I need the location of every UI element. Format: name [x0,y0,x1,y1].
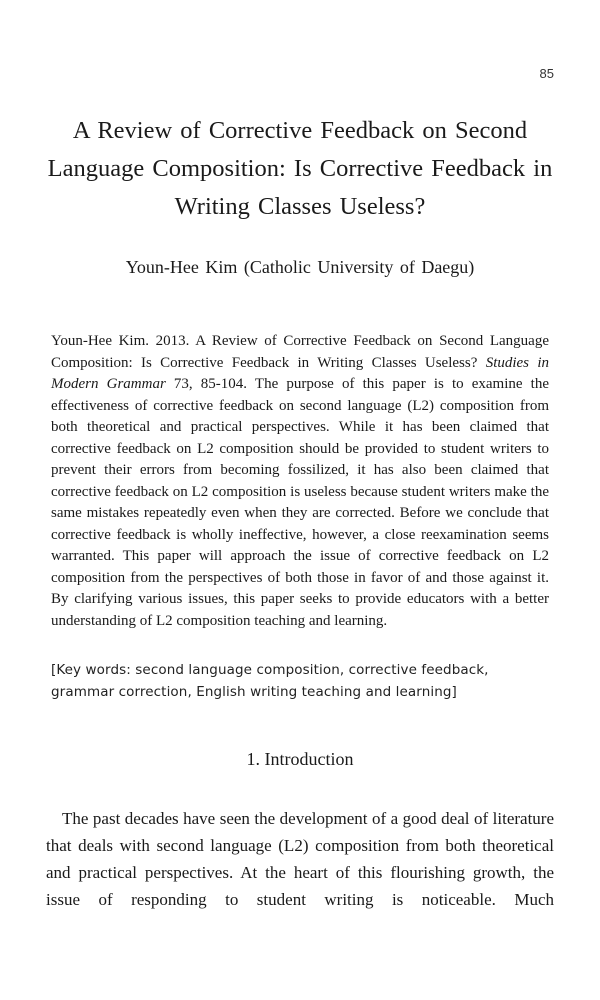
journal-name: Studies in Modern Grammar [51,354,549,392]
author-line: Youn-Hee Kim (Catholic University of Daegu) [125,257,475,277]
section-heading-introduction: 1. Introduction [246,749,354,769]
abstract [51,331,549,632]
abstract-citation-tail: 73, 85-104. [165,376,255,392]
page-number: 85 [539,66,554,81]
abstract-body: The purpose of this paper is to examine the effectiveness of corrective feedback on second language (L2) composition from both theoretical and practical perspectives. While it has been claimed that corrective feedback on L2 composition should be provided to student writers to prevent their errors from becoming fossilized, it has also been claimed that corrective feedback on L2 composition is useless because student writers make the same mistakes repeatedly even when they are corrected. Before we conclude that corrective feedback is wholly ineffective, however, a close reexamination seems warranted. This paper will approach the issue of corrective feedback on L2 composition from the perspectives of both those in favor of and those against it. By clarifying various issues, this paper seeks to provide educators with a better understanding of L2 composition teaching and learning. [51,376,549,629]
paper-title: A Review of Corrective Feedback on Second Language Composition: Is Corrective Feedback in Writing Classes Useless? [47,117,553,220]
introduction-paragraph: The past decades have seen the development of a good deal of literature that deals with second language (L2) composition from both theoretical and practical perspectives. At the heart of this flourishing growth, the issue of responding to student writing is noticeable. Much [46,809,554,909]
abstract-citation-lead: Youn-Hee Kim. 2013. A Review of Corrective Feedback on Second Language Composition: Is Corrective Feedback in Writing Classes Useless? [51,333,549,371]
keywords: [Key words: second language composition, corrective feedback, grammar correction, English writing teaching and learning] [51,662,489,700]
